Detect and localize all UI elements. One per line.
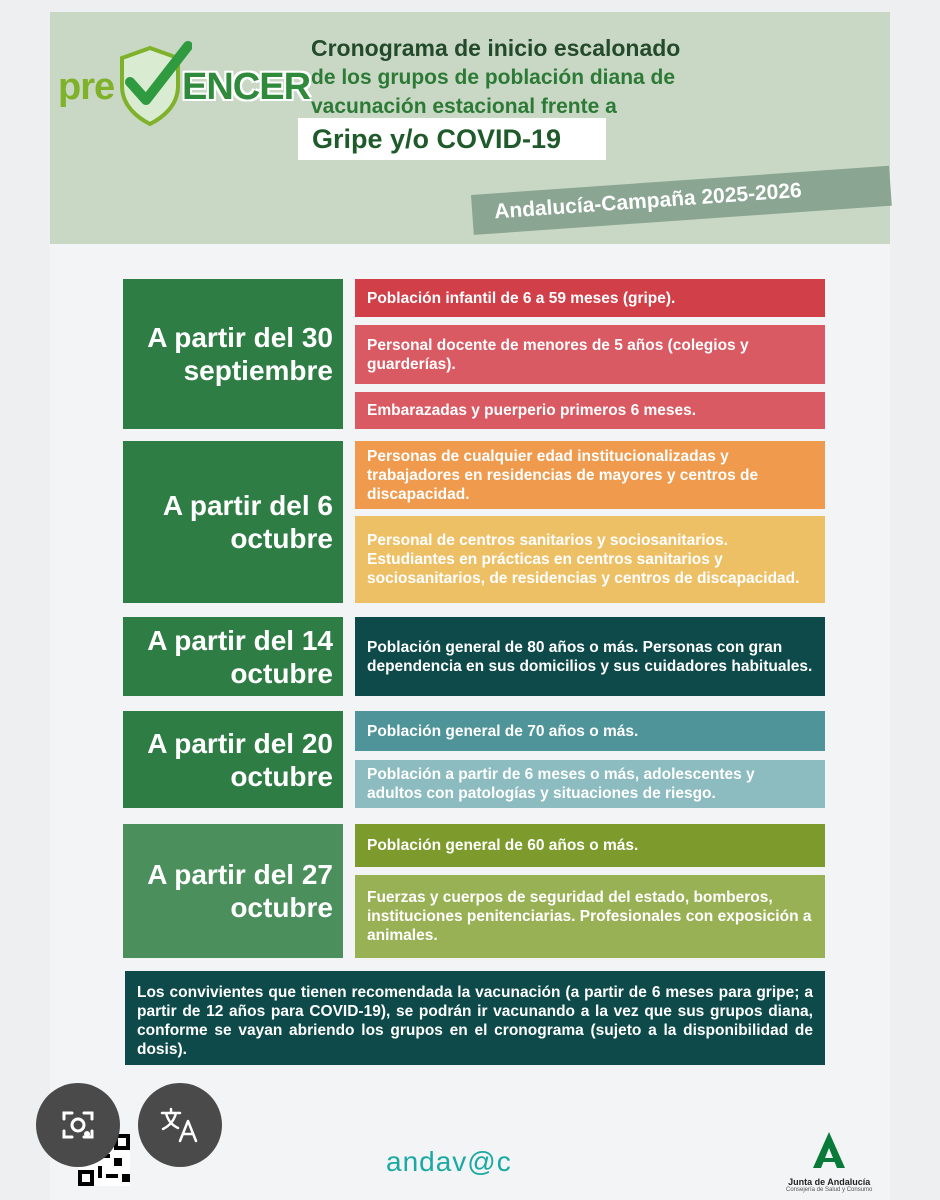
logo-text-pre: pre [58, 66, 115, 108]
camera-search-icon [58, 1105, 98, 1145]
group-60-anos: Población general de 60 años o más. [355, 824, 825, 867]
title-highlight: Gripe y/o COVID-19 [312, 124, 562, 154]
date-block-27-octubre: A partir del 27 octubre [123, 824, 343, 958]
junta-subtitle: Consejería de Salud y Consumo [786, 1187, 873, 1193]
junta-name: Junta de Andalucía [788, 1177, 871, 1187]
junta-andalucia-logo [786, 1130, 872, 1193]
andavac-logo: andav@c [386, 1146, 512, 1177]
title-highlight-box [298, 118, 606, 160]
convivientes-note: Los convivientes que tienen recomendada la vacunación (a partir de 6 meses para gripe; a partir de 12 años para COVID-19), se podrán ir vacunando a la vez que sus grupos diana, conforme se vayan abriendo los grupos en el cronograma (sujeto a la disponibilidad de dosis). [125, 971, 825, 1065]
date-block-14-octubre: A partir del 14 octubre [123, 617, 343, 696]
group-patologias-riesgo: Población a partir de 6 meses o más, adolescentes y adultos con patologías y situaciones de riesgo. [355, 760, 825, 808]
translate-button[interactable] [138, 1083, 222, 1167]
logo-text-encer: ENCER [182, 66, 311, 108]
group-personal-sanitario: Personal de centros sanitarios y sociosanitarios. Estudiantes en prácticas en centros sanitarios y sociosanitarios, de residencias y centros de discapacidad. [355, 516, 825, 603]
title-line-3: vacunación estacional frente a [311, 95, 617, 118]
translate-icon [158, 1103, 202, 1147]
title-line-1: Cronograma de inicio escalonado [311, 35, 681, 61]
page-title [311, 34, 781, 121]
date-block-20-octubre: A partir del 20 octubre [123, 711, 343, 808]
group-80-anos: Población general de 80 años o más. Personas con gran dependencia en sus domicilios y sus cuidadores habituales. [355, 617, 825, 696]
title-line-2: de los grupos de población diana de [311, 66, 676, 89]
group-infantil: Población infantil de 6 a 59 meses (gripe). [355, 279, 825, 317]
group-personal-docente: Personal docente de menores de 5 años (colegios y guarderías). [355, 325, 825, 384]
group-embarazadas: Embarazadas y puerperio primeros 6 meses. [355, 392, 825, 429]
group-institucionalizadas: Personas de cualquier edad institucionalizadas y trabajadores en residencias de mayores y centros de discapacidad. [355, 441, 825, 509]
group-fuerzas-seguridad: Fuerzas y cuerpos de seguridad del estado, bomberos, instituciones penitenciarias. Profesionales con exposición a animales. [355, 875, 825, 958]
group-70-anos: Población general de 70 años o más. [355, 711, 825, 751]
lens-search-button[interactable] [36, 1083, 120, 1167]
date-block-6-octubre: A partir del 6 octubre [123, 441, 343, 603]
junta-emblem-icon [809, 1130, 849, 1170]
campaign-label: Andalucía-Campaña 2025-2026 [493, 178, 803, 224]
date-block-30-septiembre: A partir del 30 septiembre [123, 279, 343, 429]
